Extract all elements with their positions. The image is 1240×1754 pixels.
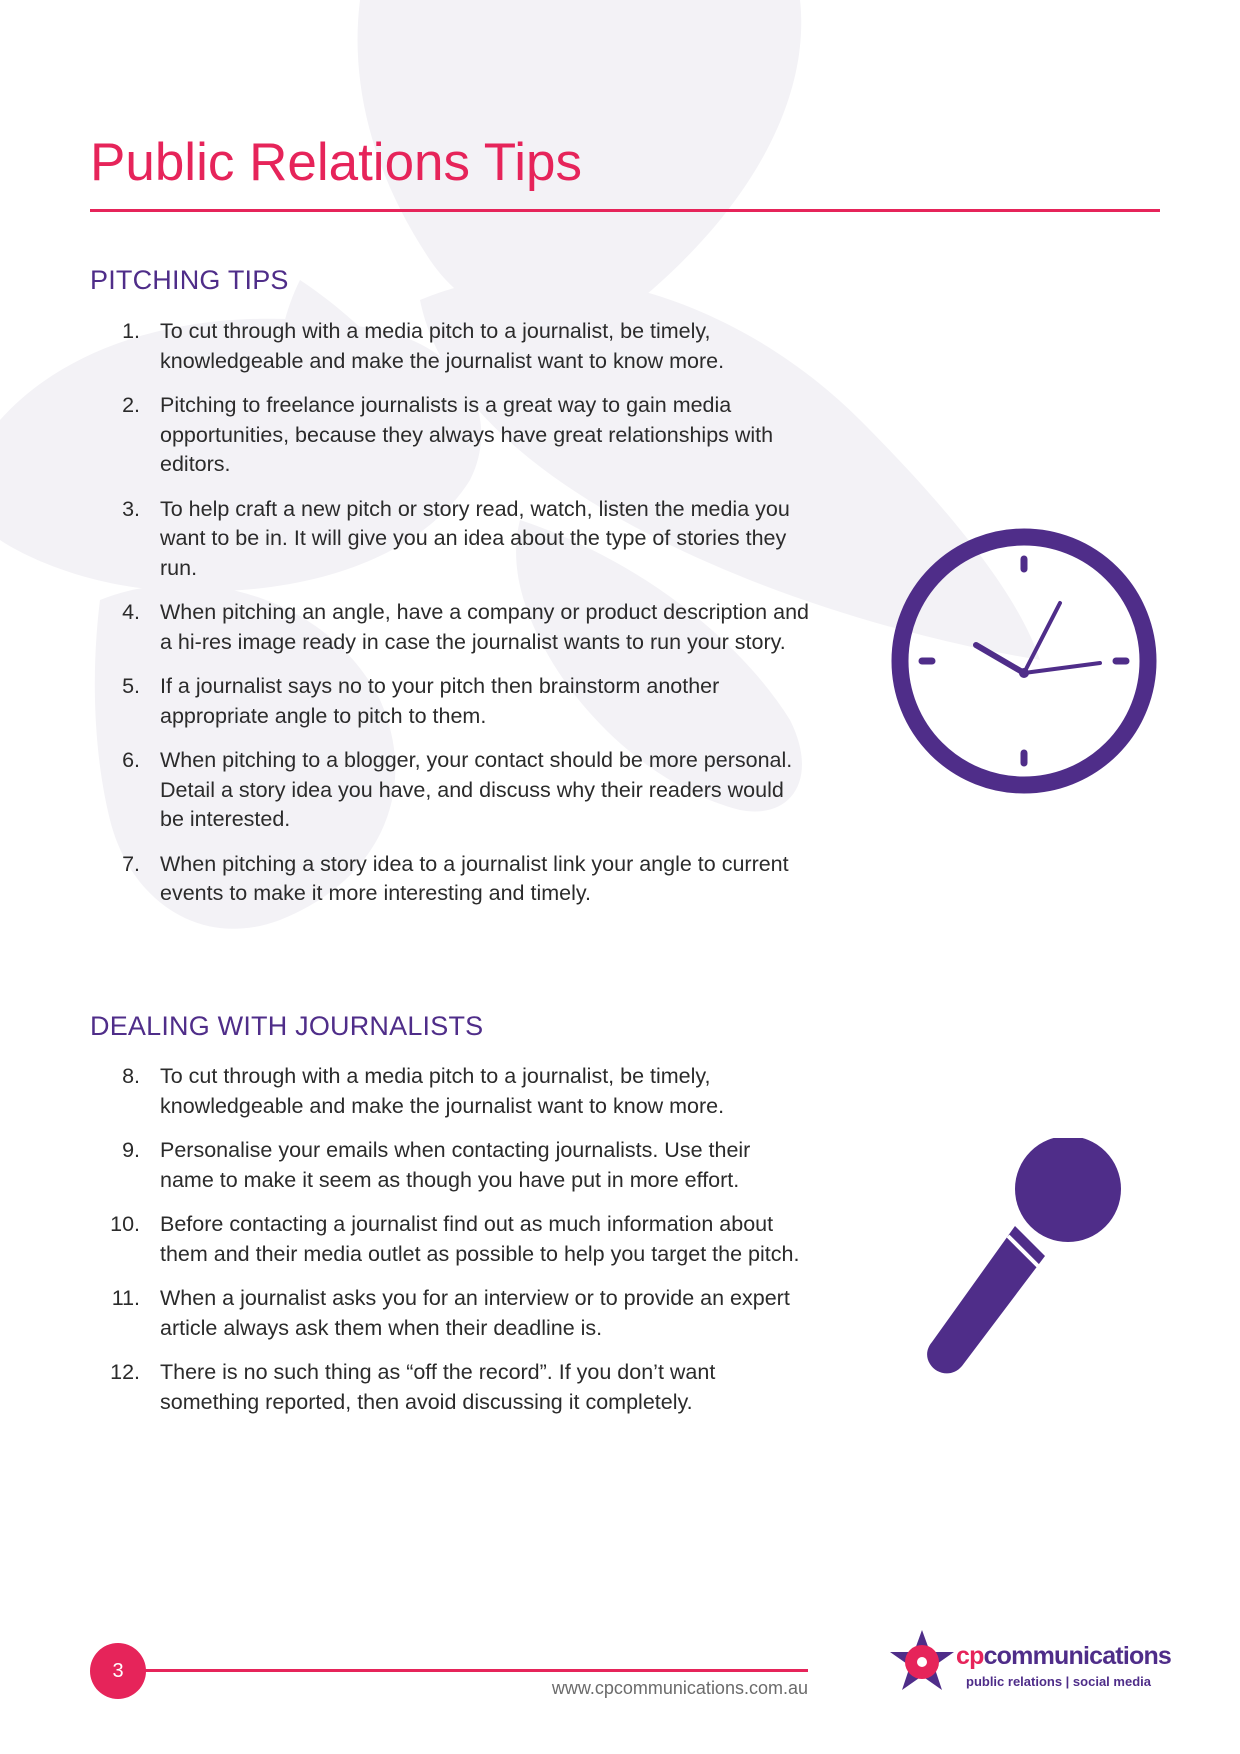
list-item-text: To cut through with a media pitch to a journalist, be timely, knowledgeable and make the journalist want to know more. bbox=[160, 1064, 725, 1118]
microphone-icon bbox=[922, 1138, 1128, 1378]
list-item bbox=[90, 1210, 810, 1269]
logo-wordmark-cp: cp bbox=[956, 1642, 984, 1670]
title-divider bbox=[90, 209, 1160, 212]
flower-logo-icon bbox=[888, 1628, 956, 1696]
list-item-number: 8. bbox=[122, 1064, 140, 1088]
list-item bbox=[90, 1062, 810, 1121]
list-item bbox=[90, 598, 810, 657]
dealing-with-journalists-list bbox=[90, 1062, 810, 1417]
list-item bbox=[90, 850, 810, 909]
list-item-number: 3. bbox=[122, 496, 140, 521]
list-item-number: 1. bbox=[122, 319, 140, 343]
list-item bbox=[90, 391, 810, 480]
list-item bbox=[90, 672, 810, 731]
list-item-number: 2. bbox=[122, 393, 140, 417]
page-title: Public Relations Tips bbox=[90, 133, 582, 192]
clock-icon bbox=[888, 525, 1160, 797]
logo-wordmark bbox=[956, 1642, 1171, 1671]
list-item-number: 12. bbox=[110, 1360, 140, 1384]
list-item-number: 11. bbox=[111, 1286, 140, 1310]
list-item-text: When pitching to a blogger, your contact should be more personal. Detail a story idea you have, and discuss why their readers would be interested. bbox=[160, 748, 793, 831]
list-item-text: If a journalist says no to your pitch then brainstorm another appropriate angle to pitch to them. bbox=[160, 674, 720, 728]
list-item-text: When a journalist asks you for an interview or to provide an expert article always ask them when their deadline is. bbox=[160, 1286, 790, 1340]
list-item bbox=[90, 317, 810, 376]
logo-tagline: public relations | social media bbox=[966, 1674, 1151, 1689]
list-item-text: When pitching a story idea to a journalist link your angle to current events to make it more interesting and timely. bbox=[160, 851, 789, 905]
page-number-badge: 3 bbox=[90, 1643, 146, 1699]
pitching-tips-list bbox=[90, 317, 810, 909]
list-item bbox=[90, 1358, 810, 1417]
list-item-text: There is no such thing as “off the record”. If you don’t want something reported, then avoid discussing it completely. bbox=[160, 1360, 716, 1414]
logo-wordmark-rest: communications bbox=[983, 1642, 1172, 1670]
footer-website-link[interactable]: www.cpcommunications.com.au bbox=[551, 1678, 808, 1698]
list-item-text: To cut through with a media pitch to a journalist, be timely, knowledgeable and make the journalist want to know more. bbox=[160, 319, 725, 373]
footer-divider bbox=[140, 1669, 808, 1672]
list-item-text: Before contacting a journalist find out as much information about them and their media outlet as possible to help you target the pitch. bbox=[160, 1212, 800, 1266]
list-item bbox=[90, 1284, 810, 1343]
section-heading-pitching-tips: PITCHING TIPS bbox=[90, 265, 289, 295]
list-item bbox=[90, 746, 810, 835]
list-item-number: 10. bbox=[110, 1212, 140, 1236]
list-item-text: To help craft a new pitch or story read, watch, listen the media you want to be in. It will give you an idea about the type of stories they run. bbox=[160, 496, 790, 580]
list-item-number: 4. bbox=[122, 600, 140, 624]
list-item-number: 7. bbox=[122, 851, 140, 876]
section-heading-dealing-with-journalists: DEALING WITH JOURNALISTS bbox=[90, 1011, 484, 1041]
list-item-number: 9. bbox=[122, 1138, 140, 1162]
list-item-text: Pitching to freelance journalists is a great way to gain media opportunities, because they always have great relationships with editors. bbox=[160, 393, 774, 476]
list-item-number: 6. bbox=[122, 748, 140, 772]
list-item-text: Personalise your emails when contacting journalists. Use their name to make it seem as though you have put in more effort. bbox=[160, 1138, 751, 1192]
list-item-text: When pitching an angle, have a company or product description and a hi-res image ready in case the journalist wants to run your story. bbox=[160, 600, 809, 654]
list-item bbox=[90, 495, 810, 584]
list-item bbox=[90, 1136, 810, 1195]
list-item-number: 5. bbox=[122, 674, 140, 698]
